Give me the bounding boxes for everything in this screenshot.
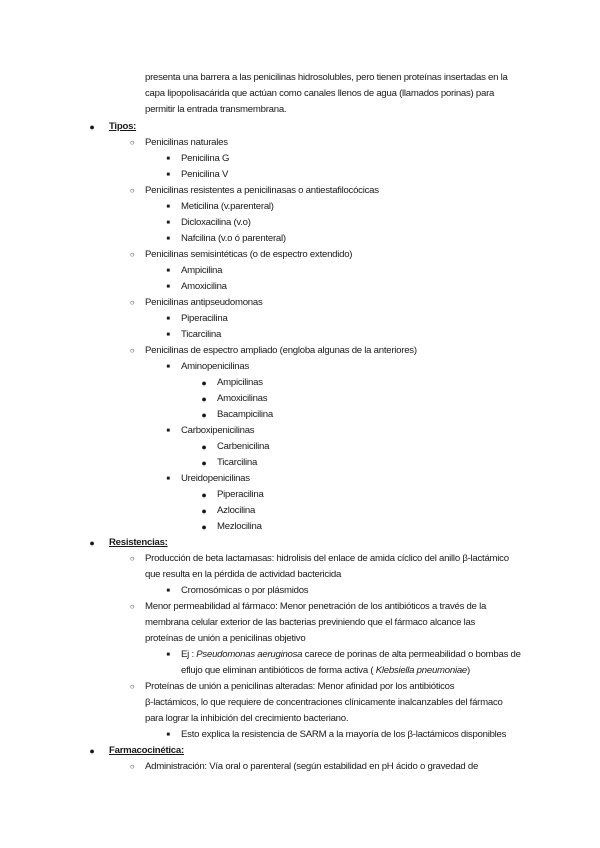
list-item: ● Ticarcilina <box>0 455 600 471</box>
bullet-square-icon: ■ <box>166 332 170 338</box>
bullet-circle-icon: ○ <box>129 250 135 259</box>
list-item: ○ Penicilinas antipseudomonas <box>0 295 600 311</box>
intro-line: capa lipopolisacárida que actúan como canales llenos de agua (llamados porinas) para <box>145 88 495 99</box>
list-item: ● Amoxicilinas <box>0 391 600 407</box>
list-item: ● Bacampicilina <box>0 407 600 423</box>
list-item: ○ Penicilinas de espectro ampliado (engloba algunas de la anteriores) <box>0 343 600 359</box>
bullet-square-icon: ■ <box>166 156 170 162</box>
list-item: ■ Amoxicilina <box>0 279 600 295</box>
list-item: ○ Menor permeabilidad al fármaco: Menor penetración de los antibióticos a través de la <box>0 599 600 615</box>
section-tipos <box>0 119 600 135</box>
list-item: ■ Ureidopenicilinas <box>0 471 600 487</box>
list-item: ○ Penicilinas naturales <box>0 135 600 151</box>
list-item: ○ Proteínas de unión a penicilinas alteradas: Menor afinidad por los antibióticos <box>0 679 600 695</box>
bullet-dot-icon: ● <box>201 378 207 388</box>
list-item: ● Azlocilina <box>0 503 600 519</box>
bullet-square-icon: ■ <box>166 364 170 370</box>
bullet-dot-icon: ● <box>201 506 207 516</box>
list-item: ● Piperacilina <box>0 487 600 503</box>
list-item: ■ Dicloxacilina (v.o) <box>0 215 600 231</box>
list-item-continuation: eflujo que eliminan antibióticos de forma activa ( Klebsiella pneumoniae) <box>181 665 470 676</box>
section-heading: Farmacocinética: <box>109 745 184 756</box>
list-item: ■ Carboxipenicilinas <box>0 423 600 439</box>
section-farmacocinetica <box>0 743 600 759</box>
list-item: ● Carbenicilina <box>0 439 600 455</box>
bullet-square-icon: ■ <box>166 732 170 738</box>
section-resistencias <box>0 535 600 551</box>
example-text: Ej : Pseudomonas aeruginosa carece de porinas de alta permeabilidad o bombas de <box>181 649 521 660</box>
list-item: ■ Ampicilina <box>0 263 600 279</box>
bullet-square-icon: ■ <box>166 476 170 482</box>
bullet-circle-icon: ○ <box>129 138 135 147</box>
bullet-dot-icon: ● <box>201 394 207 404</box>
list-item-continuation: β-lactámicos, lo que requiere de concentraciones clínicamente inalcanzables del fármaco <box>145 697 503 708</box>
list-item: ■ Esto explica la resistencia de SARM a la mayoría de los β-lactámicos disponibles <box>0 727 600 743</box>
bullet-dot-icon: ● <box>89 746 95 756</box>
bullet-square-icon: ■ <box>166 316 170 322</box>
bullet-dot-icon: ● <box>201 522 207 532</box>
bullet-square-icon: ■ <box>166 204 170 210</box>
bullet-dot-icon: ● <box>89 538 95 548</box>
bullet-circle-icon: ○ <box>129 682 135 691</box>
list-item: ● Ampicilinas <box>0 375 600 391</box>
list-item <box>0 647 600 663</box>
list-item: ○ Administración: Vía oral o parenteral (según estabilidad en pH ácido o gravedad de <box>0 759 600 775</box>
bullet-dot-icon: ● <box>89 122 95 132</box>
section-heading: Resistencias: <box>109 537 168 548</box>
bullet-square-icon: ■ <box>166 220 170 226</box>
section-heading: Tipos: <box>109 121 137 132</box>
list-item: ● Mezlocilina <box>0 519 600 535</box>
list-item: ■ Penicilina V <box>0 167 600 183</box>
list-item-continuation: proteínas de unión a penicilinas objetivo <box>145 633 306 644</box>
list-item: ■ Penicilina G <box>0 151 600 167</box>
bullet-square-icon: ■ <box>166 652 170 658</box>
list-item: ■ Piperacilina <box>0 311 600 327</box>
bullet-circle-icon: ○ <box>129 762 135 771</box>
bullet-square-icon: ■ <box>166 172 170 178</box>
intro-line: permitir la entrada transmembrana. <box>145 104 287 115</box>
list-item: ■ Ticarcilina <box>0 327 600 343</box>
list-item: ■ Nafcilina (v.o ó parenteral) <box>0 231 600 247</box>
bullet-circle-icon: ○ <box>129 346 135 355</box>
list-item: ○ Producción de beta lactamasas: hidrolisis del enlace de amida cíclico del anillo β-lactámico <box>0 551 600 567</box>
bullet-square-icon: ■ <box>166 588 170 594</box>
list-item: ■ Aminopenicilinas <box>0 359 600 375</box>
bullet-circle-icon: ○ <box>129 186 135 195</box>
list-item-continuation: membrana celular exterior de las bacterias previniendo que el fármaco alcance las <box>145 617 476 628</box>
bullet-square-icon: ■ <box>166 284 170 290</box>
list-item: ○ Penicilinas semisintéticas (o de espectro extendido) <box>0 247 600 263</box>
bullet-circle-icon: ○ <box>129 602 135 611</box>
list-item-continuation: que resulta en la pérdida de actividad bactericida <box>145 569 342 580</box>
bullet-circle-icon: ○ <box>129 554 135 563</box>
bullet-square-icon: ■ <box>166 428 170 434</box>
list-item: ■ Meticilina (v.parenteral) <box>0 199 600 215</box>
bullet-dot-icon: ● <box>201 458 207 468</box>
list-item: ○ Penicilinas resistentes a penicilinasas o antiestafilocócicas <box>0 183 600 199</box>
bullet-square-icon: ■ <box>166 236 170 242</box>
bullet-square-icon: ■ <box>166 268 170 274</box>
list-item: ■ Cromosómicas o por plásmidos <box>0 583 600 599</box>
bullet-circle-icon: ○ <box>129 298 135 307</box>
list-item-continuation: para lograr la inhibición del crecimiento bacteriano. <box>145 713 349 724</box>
bullet-dot-icon: ● <box>201 410 207 420</box>
bullet-dot-icon: ● <box>201 442 207 452</box>
intro-line: presenta una barrera a las penicilinas hidrosolubles, pero tienen proteínas insertadas en la <box>145 72 508 83</box>
bullet-dot-icon: ● <box>201 490 207 500</box>
